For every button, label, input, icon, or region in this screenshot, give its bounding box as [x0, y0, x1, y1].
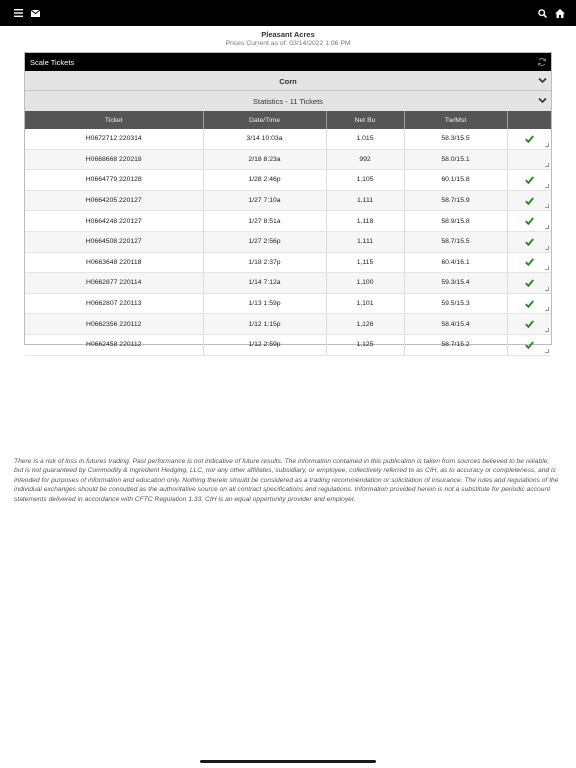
ticket-cell: H0664205 220127 [25, 190, 203, 211]
status-cell[interactable] [507, 149, 551, 170]
net-bu-cell: 1,111 [326, 231, 404, 252]
datetime-cell: 1/12 2:59p [203, 334, 326, 355]
status-cell[interactable] [507, 273, 551, 294]
table-row[interactable] [25, 149, 551, 170]
datetime-cell: 1/27 2:56p [203, 231, 326, 252]
datetime-cell: 1/13 1:59p [203, 293, 326, 314]
tw-mst-cell: 58.3/15.5 [404, 129, 507, 149]
farm-name: Pleasant Acres [261, 30, 315, 39]
scale-tickets-panel [24, 52, 552, 349]
checkmark-icon [525, 197, 534, 205]
net-bu-cell: 1,126 [326, 314, 404, 335]
checkmark-icon [525, 279, 534, 287]
resize-handle-icon [545, 328, 549, 332]
tw-mst-cell: 60.4/16.1 [404, 252, 507, 273]
datetime-cell: 3/14 10:03a [203, 129, 326, 149]
top-nav-bar [0, 0, 576, 26]
ticket-cell: H0663648 220118 [25, 252, 203, 273]
tw-mst-cell: 58.4/15.4 [404, 314, 507, 335]
status-cell[interactable] [507, 129, 551, 149]
checkmark-icon [525, 176, 534, 184]
table-row[interactable] [25, 252, 551, 273]
table-row[interactable] [25, 129, 551, 149]
status-cell[interactable] [507, 170, 551, 191]
resize-handle-icon [545, 204, 549, 208]
ticket-cell: H0662877 220114 [25, 273, 203, 294]
datetime-cell: 1/14 7:12a [203, 273, 326, 294]
ticket-cell: H0664248 220127 [25, 211, 203, 232]
refresh-icon[interactable] [537, 57, 547, 67]
tw-mst-cell: 58.9/15.8 [404, 211, 507, 232]
datetime-cell: 1/18 2:37p [203, 252, 326, 273]
resize-handle-icon [545, 349, 549, 353]
datetime-cell: 1/27 8:51a [203, 211, 326, 232]
checkmark-icon [525, 300, 534, 308]
statistics-label: Statistics - 11 Tickets [253, 97, 323, 106]
search-icon[interactable] [535, 0, 549, 26]
status-cell[interactable] [507, 293, 551, 314]
envelope-icon[interactable] [28, 0, 42, 26]
datetime-cell: 1/27 7:10a [203, 190, 326, 211]
tw-mst-cell: 58.7/15.2 [404, 334, 507, 355]
status-cell[interactable] [507, 190, 551, 211]
status-cell[interactable] [507, 231, 551, 252]
ticket-cell: H0662807 220113 [25, 293, 203, 314]
resize-handle-icon [545, 287, 549, 291]
prices-current-timestamp: Prices Current as of: 03/14/2022 1:06 PM [225, 40, 351, 47]
home-indicator-bar[interactable] [200, 760, 376, 763]
status-cell[interactable] [507, 314, 551, 335]
status-cell[interactable] [507, 211, 551, 232]
ticket-cell: H0664508 220127 [25, 231, 203, 252]
resize-handle-icon [545, 184, 549, 188]
tickets-table [25, 111, 551, 356]
resize-handle-icon [545, 143, 549, 147]
table-row[interactable] [25, 231, 551, 252]
chevron-down-icon[interactable] [538, 76, 547, 85]
home-icon[interactable] [552, 0, 568, 26]
column-header-ticket[interactable]: Ticket [25, 111, 203, 129]
statistics-row[interactable] [25, 91, 551, 112]
commodity-label: Corn [279, 77, 297, 86]
status-cell[interactable] [507, 252, 551, 273]
chevron-down-icon[interactable] [538, 96, 547, 105]
table-row[interactable] [25, 211, 551, 232]
ticket-cell: H0668668 220218 [25, 149, 203, 170]
status-cell[interactable] [507, 334, 551, 355]
ticket-cell: H0664779 220128 [25, 170, 203, 191]
ticket-cell: H0662458 220112 [25, 334, 203, 355]
net-bu-cell: 1,101 [326, 293, 404, 314]
datetime-cell: 1/12 1:15p [203, 314, 326, 335]
table-row[interactable] [25, 273, 551, 294]
checkmark-icon [525, 258, 534, 266]
panel-header [25, 53, 551, 71]
resize-handle-icon [545, 163, 549, 167]
column-header-tw-mst[interactable]: Tw/Mst [404, 111, 507, 129]
tw-mst-cell: 58.7/15.5 [404, 231, 507, 252]
resize-handle-icon [545, 307, 549, 311]
column-header-status [507, 111, 551, 129]
tw-mst-cell: 58.0/15.1 [404, 149, 507, 170]
table-header-row [25, 111, 551, 129]
panel-title: Scale Tickets [30, 58, 75, 67]
commodity-corn-row[interactable] [25, 71, 551, 91]
table-row[interactable] [25, 170, 551, 191]
resize-handle-icon [545, 225, 549, 229]
table-row[interactable] [25, 190, 551, 211]
net-bu-cell: 1,111 [326, 190, 404, 211]
checkmark-icon [525, 238, 534, 246]
net-bu-cell: 1,015 [326, 129, 404, 149]
table-row[interactable] [25, 314, 551, 335]
tw-mst-cell: 58.7/15.9 [404, 190, 507, 211]
tw-mst-cell: 60.1/15.8 [404, 170, 507, 191]
net-bu-cell: 1,105 [326, 170, 404, 191]
hamburger-menu-icon[interactable] [10, 0, 26, 26]
tw-mst-cell: 59.5/15.3 [404, 293, 507, 314]
tw-mst-cell: 59.3/15.4 [404, 273, 507, 294]
disclaimer-text: There is a risk of loss in futures trading. Past performance is not indicative of future results. The information contained in this publication is taken from sources believed to be reliable, but is not guaranteed by Commodity & Ingredient Hedging, LLC, nor any other affiliates, subsidiary, or employee, collectively referred to as CIH, as to accuracy or completeness, and is intended for purposes of information and education only. Nothing therein should be considered as a trading recommendation or solicitation of insurance. The rules and regulations of the individual exchanges should be consulted as the authoritative source on all contract specifications and regulations. Information provided herein is not a substitute for periodic account statements delivered in accordance with CFTC Regulation 1.33. CIH is an equal opportunity provider and employer. [14, 458, 559, 503]
net-bu-cell: 992 [326, 149, 404, 170]
net-bu-cell: 1,100 [326, 273, 404, 294]
resize-handle-icon [545, 266, 549, 270]
net-bu-cell: 1,115 [326, 252, 404, 273]
column-header-datetime[interactable]: Date/Time [203, 111, 326, 129]
table-row[interactable] [25, 334, 551, 355]
column-header-net-bu[interactable]: Net Bu [326, 111, 404, 129]
table-row[interactable] [25, 293, 551, 314]
checkmark-icon [525, 217, 534, 225]
ticket-cell: H0662356 220112 [25, 314, 203, 335]
net-bu-cell: 1,118 [326, 211, 404, 232]
datetime-cell: 2/18 8:23a [203, 149, 326, 170]
net-bu-cell: 1,125 [326, 334, 404, 355]
ticket-cell: H0672712 220314 [25, 129, 203, 149]
resize-handle-icon [545, 246, 549, 250]
checkmark-icon [525, 320, 534, 328]
checkmark-icon [525, 135, 534, 143]
checkmark-icon [525, 341, 534, 349]
datetime-cell: 1/28 2:46p [203, 170, 326, 191]
